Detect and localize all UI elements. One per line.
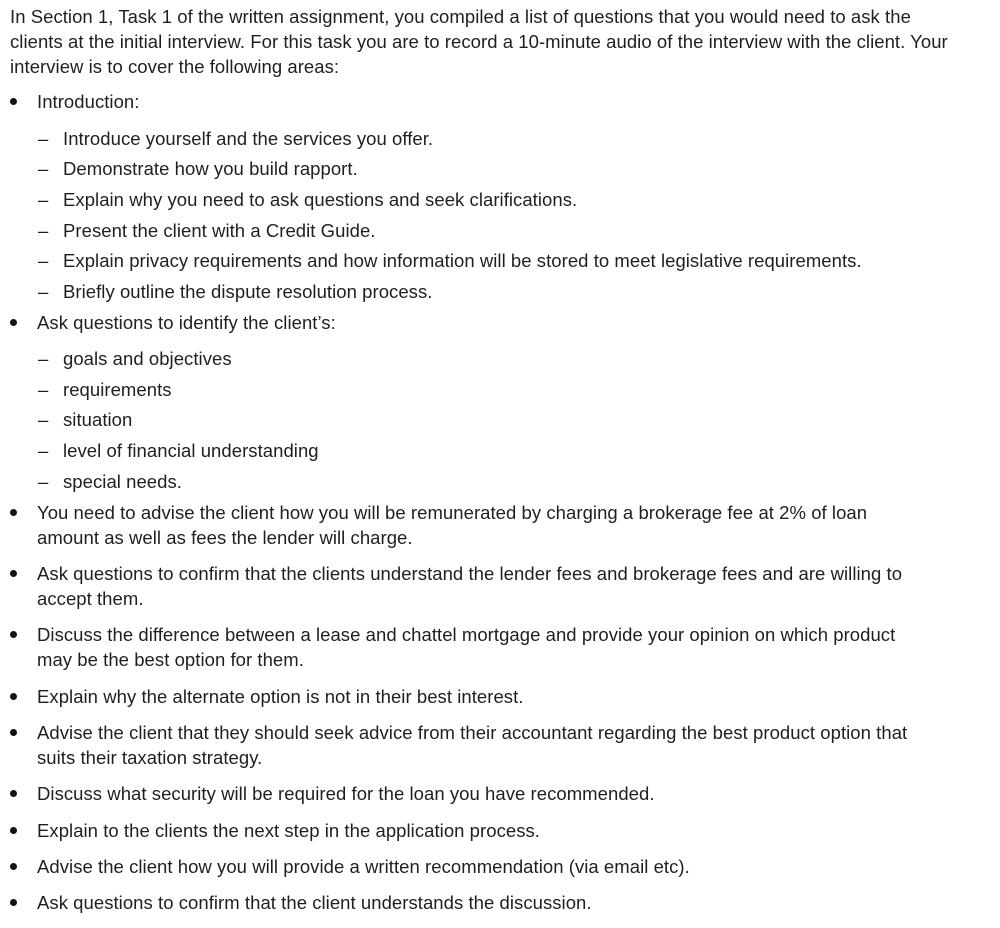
dash-marker: – — [38, 281, 49, 302]
dash-marker: – — [38, 471, 49, 492]
bullet-dot — [10, 570, 17, 577]
bullet-dot — [10, 631, 17, 638]
intro-paragraph: In Section 1, Task 1 of the written assignment, you compiled a list of questions that you would need to ask the clients at the initial interview. For this task you are to record a 10-minute audio of the interview with the client. Your interview is to cover the following areas: — [10, 6, 948, 77]
sub-item-text: Explain privacy requirements and how information will be stored to meet legislative requirements. — [63, 250, 862, 271]
bullet-text: Ask questions to confirm that the client understands the discussion. — [37, 892, 592, 913]
sub-item-text: Present the client with a Credit Guide. — [63, 220, 376, 241]
bullet-dot — [10, 319, 17, 326]
sub-item-text: situation — [63, 409, 133, 430]
dash-marker: – — [38, 379, 49, 400]
bullet-text: You need to advise the client how you will be remunerated by charging a brokerage fee at 2% of loan amount as well as fees the lender will charge. — [37, 502, 868, 548]
bullet-dot — [10, 863, 17, 870]
dash-marker: – — [38, 128, 49, 149]
dash-marker: – — [38, 440, 49, 461]
sub-item-text: Demonstrate how you build rapport. — [63, 158, 358, 179]
bullet-text: Introduction: — [37, 91, 140, 112]
dash-marker: – — [38, 348, 49, 369]
sub-item-text: Briefly outline the dispute resolution process. — [63, 281, 433, 302]
bullet-dot — [10, 790, 17, 797]
sub-item-text: special needs. — [63, 471, 182, 492]
sub-item-text: Introduce yourself and the services you offer. — [63, 128, 434, 149]
bullet-text: Ask questions to identify the client’s: — [37, 312, 336, 333]
sub-item-text: level of financial understanding — [63, 440, 319, 461]
bullet-text: Explain why the alternate option is not in their best interest. — [37, 686, 524, 707]
sub-item-text: Explain why you need to ask questions and seek clarifications. — [63, 189, 578, 210]
bullet-text: Advise the client that they should seek advice from their accountant regarding the best product option that suits their taxation strategy. — [37, 722, 908, 768]
bullet-text: Advise the client how you will provide a written recommendation (via email etc). — [37, 856, 690, 877]
dash-marker: – — [38, 250, 49, 271]
dash-marker: – — [38, 409, 49, 430]
sub-item-text: goals and objectives — [63, 348, 232, 369]
bullet-dot — [10, 827, 17, 834]
bullet-dot — [10, 98, 17, 105]
dash-marker: – — [38, 189, 49, 210]
dash-marker: – — [38, 158, 49, 179]
bullet-text: Discuss the difference between a lease and chattel mortgage and provide your opinion on which product may be the best option for them. — [37, 624, 896, 670]
bullet-text: Ask questions to confirm that the clients understand the lender fees and brokerage fees and are willing to accept them. — [37, 563, 903, 609]
bullet-dot — [10, 509, 17, 516]
bullet-dot — [10, 899, 17, 906]
bullet-dot — [10, 729, 17, 736]
dash-marker: – — [38, 220, 49, 241]
sub-item-text: requirements — [63, 379, 172, 400]
bullet-text: Discuss what security will be required for the loan you have recommended. — [37, 783, 655, 804]
bullet-text: Explain to the clients the next step in the application process. — [37, 820, 540, 841]
bullet-dot — [10, 693, 17, 700]
